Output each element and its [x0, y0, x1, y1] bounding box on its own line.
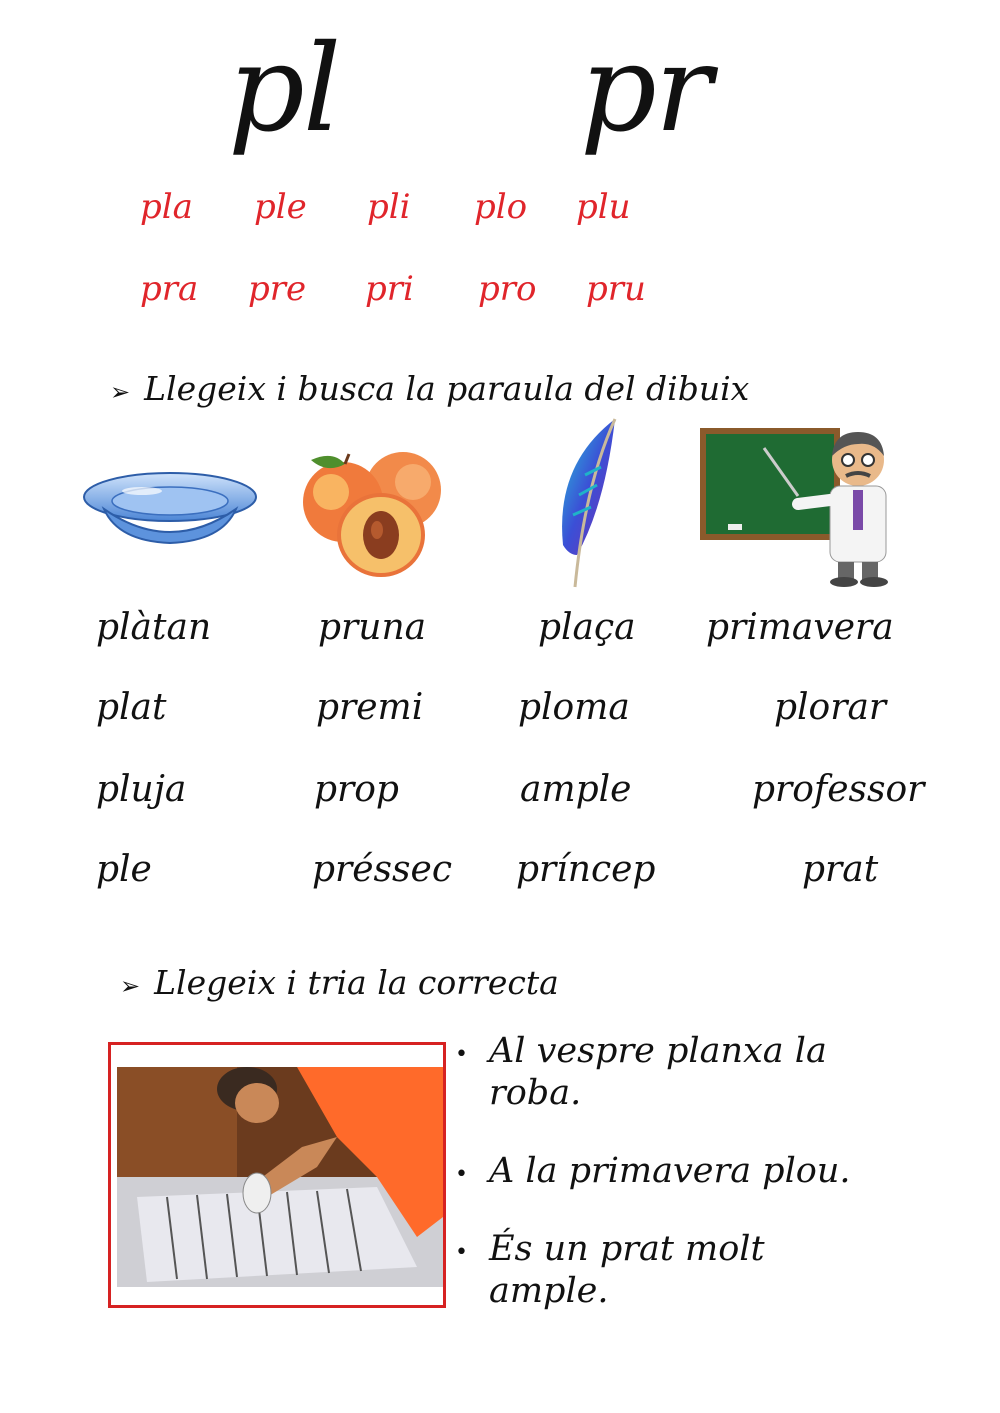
word-professor[interactable]: professor [752, 769, 925, 810]
section1-heading-text: Llegeix i busca la paraula del dibuix [144, 369, 750, 408]
sentence-list [455, 1030, 975, 1348]
word-platan[interactable]: plàtan [96, 607, 212, 648]
syllable-pla: pla [140, 187, 193, 227]
word-placa[interactable]: plaça [538, 607, 636, 648]
peach-image [293, 440, 448, 580]
title-pl: pl [228, 20, 340, 159]
word-premi[interactable]: premi [316, 687, 424, 728]
syllable-pre: pre [248, 269, 307, 309]
plate-image [82, 465, 258, 550]
word-pressec[interactable]: préssec [312, 849, 452, 890]
sentence-option-2[interactable] [455, 1150, 975, 1192]
word-ample[interactable]: ample [520, 769, 632, 810]
syllable-pri: pri [365, 269, 414, 309]
syllable-pli: pli [367, 187, 411, 227]
word-primavera[interactable]: primavera [706, 607, 894, 648]
word-plat[interactable]: plat [96, 687, 167, 728]
syllable-pra: pra [140, 269, 199, 309]
sentence-option-3[interactable] [455, 1228, 975, 1312]
ironing-photo [117, 1067, 443, 1287]
section2-heading [120, 963, 559, 1002]
word-ploma[interactable]: ploma [518, 687, 630, 728]
title-pr: pr [580, 20, 711, 159]
bullet-icon: • [455, 1162, 468, 1187]
sentence-option-1[interactable] [455, 1030, 975, 1114]
section2-heading-text: Llegeix i tria la correcta [154, 963, 559, 1002]
section1-heading [110, 369, 750, 408]
arrow-bullet-icon: ➢ [110, 378, 131, 406]
bullet-icon: • [455, 1042, 468, 1067]
ironing-photo-frame [108, 1042, 446, 1308]
word-plorar[interactable]: plorar [774, 687, 887, 728]
sentence-text: És un prat molt ample. [489, 1229, 765, 1311]
syllable-plo: plo [474, 187, 528, 227]
sentence-text: A la primavera plou. [489, 1151, 851, 1191]
sentence-text: Al vespre planxa la roba. [489, 1031, 827, 1113]
word-pluja[interactable]: pluja [96, 769, 187, 810]
teacher-image [698, 420, 908, 590]
word-prat[interactable]: prat [802, 849, 879, 890]
bullet-icon: • [455, 1240, 468, 1265]
word-ple[interactable]: ple [96, 849, 152, 890]
feather-image [545, 415, 625, 590]
word-pruna[interactable]: pruna [318, 607, 427, 648]
word-princep[interactable]: príncep [516, 849, 656, 890]
syllable-pru: pru [586, 269, 646, 309]
syllable-pro: pro [478, 269, 537, 309]
syllable-ple: ple [254, 187, 307, 227]
arrow-bullet-icon: ➢ [120, 972, 141, 1000]
word-prop[interactable]: prop [314, 769, 399, 810]
syllable-plu: plu [576, 187, 631, 227]
